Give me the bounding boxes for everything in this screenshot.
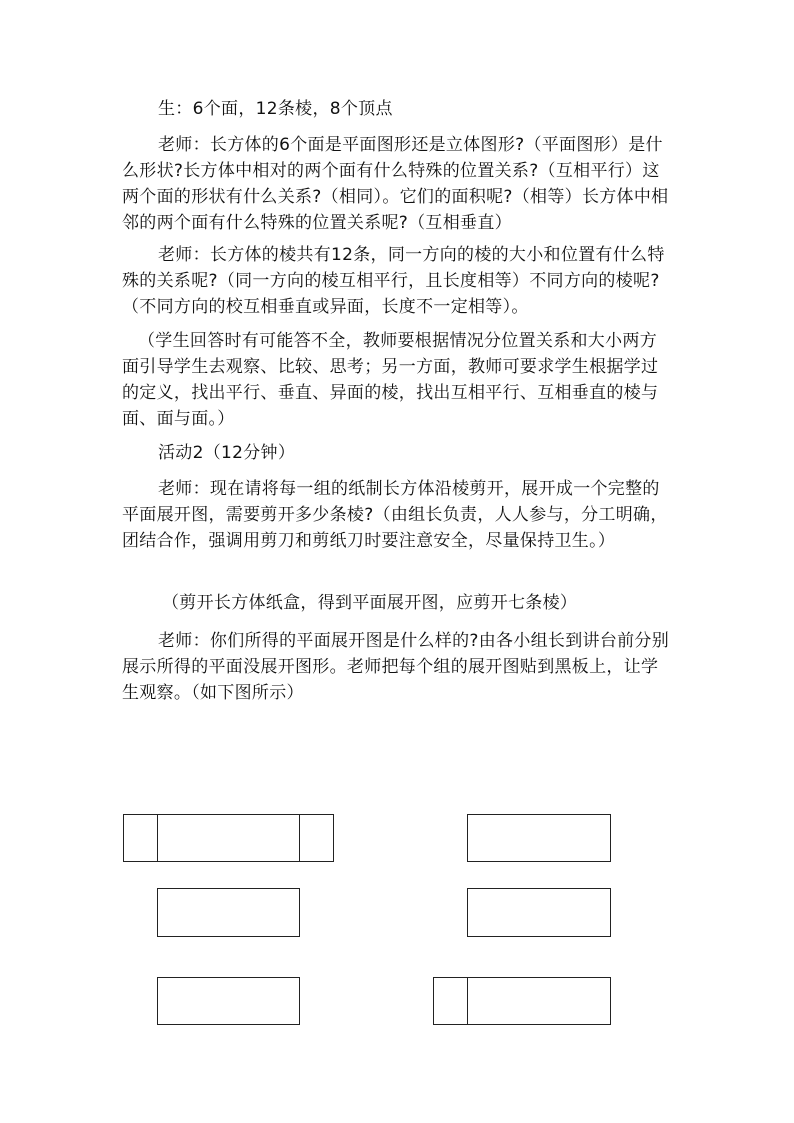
net-rect-right-small: [299, 814, 334, 862]
net-rect-bottom-right-main: [467, 977, 611, 1025]
net-rect-middle-right: [467, 888, 611, 937]
net-rect-left-main: [157, 814, 300, 862]
paragraph-cut-answer: （剪开长方体纸盒，得到平面展开图，应剪开七条棱）: [162, 593, 578, 613]
paragraph-teacher-net: 老师：你们所得的平面展开图是什么样的?由各小组长到讲台前分别展示所得的平面没展开图形。老师把每个组的展开图贴到黑板上，让学生观察。（如下图所示）: [122, 631, 670, 703]
net-rect-left-small: [123, 814, 158, 862]
net-rect-top-right: [467, 814, 611, 862]
net-rect-bottom-right-small: [433, 977, 468, 1025]
paragraph-teacher-cut: 老师：现在请将每一组的纸制长方体沿棱剪开，展开成一个完整的平面展开图，需要剪开多少条棱?（由组长负责，人人参与，分工明确，团结合作，强调用剪刀和剪纸刀时要注意安全，尽量保持卫生。）: [122, 479, 668, 551]
net-rect-bottom-left: [157, 977, 300, 1025]
paragraph-teacher-faces: 老师：长方体的6个面是平面图形还是立体图形?（平面图形）是什么形状?长方体中相对的两个面有什么特殊的位置关系?（互相平行）这两个面的形状有什么关系?（相同）。它们的面积呢?（相等）长方体中相邻的两个面有什么特殊的位置关系呢?（互相垂直）: [122, 135, 669, 233]
paragraph-teacher-edges: 老师：长方体的棱共有12条，同一方向的棱的大小和位置有什么特殊的关系呢?（同一方向的棱互相平行，且长度相等）不同方向的棱呢?（不同方向的校互相垂直或异面，长度不一定相等）。: [122, 245, 665, 317]
paragraph-activity-2: 活动2（12分钟）: [158, 443, 296, 463]
paragraph-note: （学生回答时有可能答不全，教师要根据情况分位置关系和大小两方面引导学生去观察、比较、思考；另一方面，教师可要求学生根据学过的定义，找出平行、垂直、异面的棱，找出互相平行、互相垂直的棱与面、面与面。）: [122, 331, 659, 429]
paragraph-student-answer: 生：6个面，12条棱，8个顶点: [158, 99, 393, 119]
net-rect-middle-left: [157, 888, 300, 937]
